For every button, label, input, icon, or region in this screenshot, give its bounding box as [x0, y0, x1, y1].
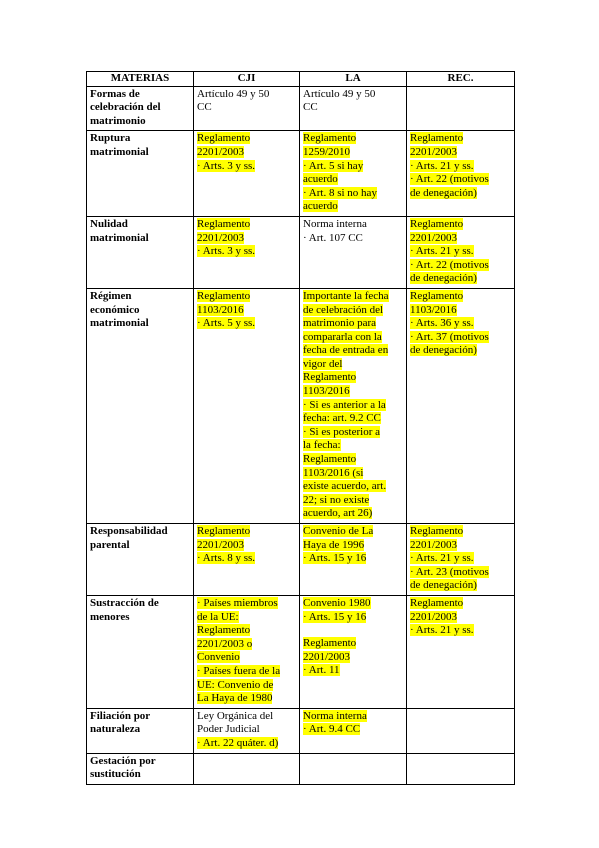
cell-text: CC — [303, 101, 318, 114]
cell-line — [410, 579, 511, 593]
cell-text: CC — [197, 101, 212, 114]
cell-line — [303, 494, 403, 508]
cell-line — [197, 665, 296, 679]
cji-cell — [194, 216, 300, 288]
highlighted-text: 22; si no existe — [303, 493, 370, 506]
materia-line: Sustracción de — [90, 596, 159, 609]
materia-cell — [87, 288, 194, 523]
cell-line — [303, 525, 403, 539]
highlighted-text: de denegación) — [410, 186, 477, 199]
cell-line — [197, 692, 296, 706]
cell-line — [303, 453, 403, 467]
cell-line — [303, 187, 403, 201]
table-body — [87, 86, 515, 784]
cell-line — [303, 552, 403, 566]
cell-line — [410, 304, 511, 318]
cell-line — [197, 317, 296, 331]
cell-line — [410, 552, 511, 566]
highlighted-text: Importante la fecha — [303, 289, 389, 302]
highlighted-text: Reglamento — [303, 371, 357, 384]
highlighted-text: 1103/2016 (si — [303, 466, 364, 479]
cell-text: Artículo 49 y 50 — [303, 87, 376, 100]
highlighted-text: 2201/2003 — [410, 145, 458, 158]
cell-line — [303, 723, 403, 737]
materias-table — [86, 71, 515, 785]
highlighted-text: · Art. 22 (motivos — [410, 258, 489, 271]
materia-line: matrimonial — [90, 145, 149, 158]
cell-line — [410, 132, 511, 146]
materia-line: matrimonial — [90, 231, 149, 244]
highlighted-text: Reglamento — [303, 453, 357, 466]
cell-line — [303, 412, 403, 426]
highlighted-text: · Arts. 21 y ss. — [410, 552, 474, 565]
cell-line — [197, 679, 296, 693]
highlighted-text: 1103/2016 — [303, 385, 350, 398]
cell-text: Poder Judicial — [197, 723, 260, 736]
highlighted-text: acuerdo — [303, 200, 338, 213]
cell-line — [303, 539, 403, 553]
cell-line — [303, 304, 403, 318]
table-row — [87, 216, 515, 288]
cell-line — [303, 480, 403, 494]
cell-line — [410, 245, 511, 259]
materia-line: Gestación por — [90, 754, 156, 767]
cell-line — [303, 637, 403, 651]
cell-line — [303, 426, 403, 440]
highlighted-text: Reglamento — [410, 217, 464, 230]
highlighted-text: 2201/2003 — [410, 538, 458, 551]
cell-line — [303, 439, 403, 453]
header-la: LA — [300, 72, 407, 87]
cell-line — [410, 624, 511, 638]
cell-line — [303, 611, 403, 625]
highlighted-text: 2201/2003 — [410, 231, 458, 244]
highlighted-text: Reglamento — [197, 525, 251, 537]
cell-line — [303, 467, 403, 481]
cell-line — [410, 259, 511, 273]
highlighted-text: Reglamento — [410, 132, 464, 145]
table-row — [87, 595, 515, 708]
materia-cell — [87, 708, 194, 753]
cell-line — [197, 101, 296, 115]
highlighted-text: · Art. 8 si no hay — [303, 186, 377, 199]
cell-line — [197, 597, 296, 611]
materia-line: celebración del — [90, 101, 161, 114]
materia-line: matrimonial — [90, 317, 149, 330]
la-cell — [300, 595, 407, 708]
table-row — [87, 86, 515, 131]
la-cell — [300, 708, 407, 753]
cell-line — [197, 710, 296, 724]
highlighted-text: de celebración del — [303, 303, 384, 316]
cell-line — [303, 200, 403, 214]
table-row — [87, 753, 515, 784]
materia-line: Régimen — [90, 289, 132, 302]
cell-line — [303, 385, 403, 399]
highlighted-text: de denegación) — [410, 579, 477, 592]
materia-line: Nulidad — [90, 217, 128, 230]
cell-line — [303, 664, 403, 678]
cell-line — [303, 597, 403, 611]
rec-cell — [407, 86, 515, 131]
highlighted-text: Norma interna — [303, 709, 367, 722]
highlighted-text: Reglamento — [410, 289, 464, 302]
la-cell — [300, 288, 407, 523]
blank-line — [303, 624, 403, 637]
highlighted-text: fecha: art. 9.2 CC — [303, 412, 381, 425]
highlighted-text: 1259/2010 — [303, 145, 351, 158]
highlighted-text: · Países fuera de la — [197, 664, 281, 677]
cell-line — [303, 146, 403, 160]
materia-cell — [87, 524, 194, 596]
cell-line — [197, 304, 296, 318]
highlighted-text: 2201/2003 — [197, 231, 245, 244]
cell-line — [410, 290, 511, 304]
cell-line — [410, 146, 511, 160]
cell-line — [410, 272, 511, 286]
cell-line — [303, 232, 403, 246]
highlighted-text: 1103/2016 — [197, 303, 244, 316]
materia-cell — [87, 131, 194, 217]
cell-line — [303, 218, 403, 232]
highlighted-text: existe acuerdo, art. — [303, 480, 387, 493]
highlighted-text: · Art. 23 (motivos — [410, 565, 489, 578]
header-row — [87, 72, 515, 87]
materia-line: matrimonio — [90, 114, 146, 127]
highlighted-text: UE: Convenio de — [197, 678, 274, 691]
highlighted-text: 2201/2003 o — [197, 637, 253, 650]
highlighted-text: · Si es anterior a la — [303, 398, 386, 411]
cell-line — [303, 173, 403, 187]
highlighted-text: · Art. 37 (motivos — [410, 330, 489, 343]
highlighted-text: · Arts. 15 y 16 — [303, 552, 367, 565]
cell-line — [410, 525, 511, 539]
cell-line — [410, 331, 511, 345]
highlighted-text: La Haya de 1980 — [197, 692, 273, 705]
highlighted-text: Convenio de La — [303, 525, 374, 537]
highlighted-text: · Arts. 8 y ss. — [197, 552, 256, 565]
cell-line — [197, 525, 296, 539]
highlighted-text: Reglamento — [197, 217, 251, 230]
cell-text: Artículo 49 y 50 — [197, 87, 270, 100]
highlighted-text: fecha de entrada en — [303, 344, 389, 357]
cji-cell — [194, 131, 300, 217]
cell-line — [303, 160, 403, 174]
highlighted-text: Reglamento — [197, 289, 251, 302]
highlighted-text: Reglamento — [410, 525, 464, 537]
cell-line — [197, 638, 296, 652]
cell-line — [197, 146, 296, 160]
materia-line: Filiación por — [90, 709, 151, 722]
cji-cell — [194, 595, 300, 708]
highlighted-text: Reglamento — [197, 132, 251, 145]
header-cji: CJI — [194, 72, 300, 87]
materia-line: económico — [90, 303, 140, 316]
rec-cell — [407, 288, 515, 523]
la-cell — [300, 524, 407, 596]
materia-line: parental — [90, 538, 130, 551]
highlighted-text: de denegación) — [410, 272, 477, 285]
cell-line — [303, 88, 403, 102]
highlighted-text: matrimonio para — [303, 317, 377, 330]
cell-line — [303, 101, 403, 115]
cell-line — [410, 597, 511, 611]
highlighted-text: de la UE: — [197, 610, 239, 623]
cell-text: Norma interna — [303, 217, 367, 230]
cell-line — [410, 539, 511, 553]
highlighted-text: Reglamento — [410, 596, 464, 609]
cell-line — [197, 218, 296, 232]
highlighted-text: de denegación) — [410, 344, 477, 357]
highlighted-text: · Art. 9.4 CC — [303, 723, 361, 736]
cell-line — [303, 651, 403, 665]
highlighted-text: · Arts. 21 y ss. — [410, 245, 474, 258]
highlighted-text: · Art. 5 si hay — [303, 159, 364, 172]
highlighted-text: · Arts. 3 y ss. — [197, 159, 256, 172]
cell-text: · Art. 107 CC — [303, 231, 363, 244]
header-materias: MATERIAS — [87, 72, 194, 87]
highlighted-text: 2201/2003 — [197, 538, 245, 551]
rec-cell — [407, 131, 515, 217]
cell-text: Ley Orgánica del — [197, 709, 274, 722]
rec-cell — [407, 708, 515, 753]
rec-cell — [407, 753, 515, 784]
header-rec: REC. — [407, 72, 515, 87]
table-row — [87, 288, 515, 523]
highlighted-text: 2201/2003 — [410, 610, 458, 623]
highlighted-text: · Países miembros — [197, 596, 278, 609]
cell-line — [303, 371, 403, 385]
materia-line: Formas de — [90, 87, 140, 100]
cell-line — [303, 399, 403, 413]
cji-cell — [194, 753, 300, 784]
materia-line: menores — [90, 610, 130, 623]
materia-line: naturaleza — [90, 723, 141, 736]
highlighted-text: Haya de 1996 — [303, 538, 365, 551]
highlighted-text: · Art. 22 quáter. d) — [197, 736, 279, 749]
highlighted-text: Reglamento — [197, 624, 251, 637]
cell-line — [303, 317, 403, 331]
table-row — [87, 131, 515, 217]
cell-line — [197, 88, 296, 102]
cji-cell — [194, 708, 300, 753]
materia-line: Ruptura — [90, 132, 131, 145]
cji-cell — [194, 86, 300, 131]
cell-line — [410, 173, 511, 187]
highlighted-text: acuerdo, art 26) — [303, 507, 373, 520]
cell-line — [410, 344, 511, 358]
cji-cell — [194, 288, 300, 523]
highlighted-text: · Art. 11 — [303, 664, 340, 677]
highlighted-text: · Arts. 21 y ss. — [410, 624, 474, 637]
cell-line — [303, 710, 403, 724]
materia-cell — [87, 753, 194, 784]
highlighted-text: la fecha: — [303, 439, 341, 452]
cell-line — [197, 611, 296, 625]
rec-cell — [407, 595, 515, 708]
rec-cell — [407, 216, 515, 288]
table-row — [87, 524, 515, 596]
cell-line — [410, 160, 511, 174]
cell-line — [410, 317, 511, 331]
cell-line — [197, 132, 296, 146]
highlighted-text: · Arts. 15 y 16 — [303, 610, 367, 623]
highlighted-text: 2201/2003 — [197, 145, 245, 158]
highlighted-text: Reglamento — [303, 132, 357, 145]
materia-cell — [87, 216, 194, 288]
cell-line — [410, 218, 511, 232]
highlighted-text: · Arts. 36 y ss. — [410, 317, 474, 330]
highlighted-text: · Art. 22 (motivos — [410, 173, 489, 186]
materia-line: Responsabilidad — [90, 525, 168, 537]
la-cell — [300, 753, 407, 784]
highlighted-text: compararla con la — [303, 330, 382, 343]
cell-line — [303, 344, 403, 358]
highlighted-text: Convenio — [197, 651, 240, 664]
cell-line — [303, 331, 403, 345]
highlighted-text: · Si es posterior a — [303, 425, 380, 438]
highlighted-text: acuerdo — [303, 173, 338, 186]
cell-line — [197, 552, 296, 566]
cell-line — [197, 290, 296, 304]
cell-line — [197, 723, 296, 737]
highlighted-text: · Arts. 21 y ss. — [410, 159, 474, 172]
highlighted-text: Convenio 1980 — [303, 596, 371, 609]
la-cell — [300, 216, 407, 288]
cell-line — [197, 245, 296, 259]
cell-line — [303, 507, 403, 521]
cell-line — [410, 611, 511, 625]
cell-line — [303, 290, 403, 304]
cell-line — [410, 232, 511, 246]
highlighted-text: · Arts. 5 y ss. — [197, 317, 256, 330]
cell-line — [197, 232, 296, 246]
cji-cell — [194, 524, 300, 596]
cell-line — [410, 187, 511, 201]
la-cell — [300, 86, 407, 131]
cell-line — [303, 358, 403, 372]
cell-line — [197, 737, 296, 751]
cell-line — [197, 624, 296, 638]
highlighted-text: · Arts. 3 y ss. — [197, 245, 256, 258]
materia-line: sustitución — [90, 768, 141, 781]
highlighted-text: vigor del — [303, 357, 343, 370]
highlighted-text: 2201/2003 — [303, 650, 351, 663]
materia-cell — [87, 595, 194, 708]
cell-line — [303, 132, 403, 146]
cell-line — [197, 651, 296, 665]
rec-cell — [407, 524, 515, 596]
la-cell — [300, 131, 407, 217]
cell-line — [197, 539, 296, 553]
cell-line — [197, 160, 296, 174]
table-row — [87, 708, 515, 753]
highlighted-text: Reglamento — [303, 637, 357, 650]
highlighted-text: 1103/2016 — [410, 303, 457, 316]
cell-line — [410, 566, 511, 580]
materia-cell — [87, 86, 194, 131]
